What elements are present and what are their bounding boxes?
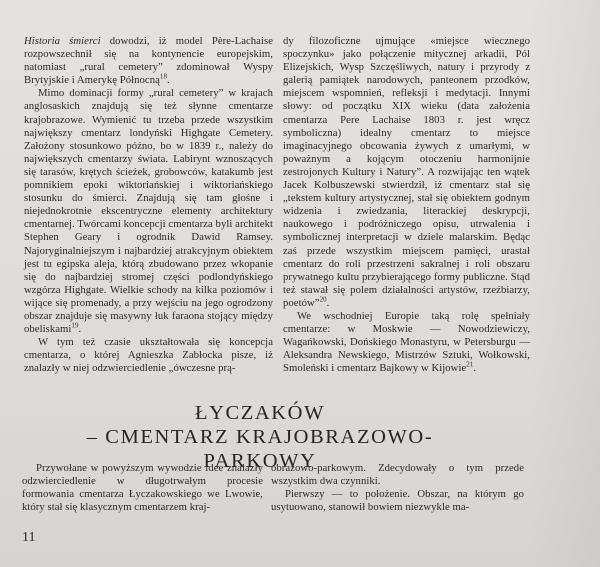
text-run: . [473, 362, 477, 375]
text-run: . [326, 296, 330, 309]
paragraph: Przywołane w powyższym wywodzie idee znalazły odzwierciedlenie w długotrwałym procesie formowania cmentarza Łyczakowskiego we Lwowie, który stał się klasycznym cmentarzem kraj- [22, 462, 263, 514]
footnote-ref[interactable]: 20 [319, 295, 327, 304]
heading-line-1: ŁYCZAKÓW [194, 402, 326, 424]
bottom-left-column [22, 462, 263, 514]
paragraph: W tym też czasie ukształtowała się koncepcja cmentarza, o której Agnieszka Zabłocka pisze, iż znalazły w niej odzwierciedlenie „ówczesne prą- [24, 336, 273, 375]
paragraph [283, 310, 530, 375]
text-run: dy filozoficzne ujmujące «miejsce wiecznego spoczynku» jako połączenie mitycznej arkadii, Pól Elizejskich, Wysp Szczęśliwych, natury i przyrody z galerią pamiątek narodowych, panteonem przodków, miejscem wspomnień, refleksji i medytacji. Innymi słowy: od początku XIX wieku (data założenia cmentarza Pere Lachaise 1803 r. jest wręcz symboliczna) idealny cmentarz to miejsce imaginacyjnego obcowania żywych z umarłymi, w poważnym a kojącym otoczeniu harmonijnie zestrojonych Kultury i Natury”. A rozwijając ten wątek Jacek Kolbuszewski stwierdził, iż cmentarz stał się „tekstem kultury artystycznej, stał się obiektem godnym widzenia i zwiedzania, literackiej deskrypcji, naukowego i podróżniczego opisu, utrwalenia i symbolicznej interpretacji w dziele malarskim. Będąc zaś przede wszystkim miejscem pamięci, urastał cmentarz do roli przestrzeni sakralnej i roli obszaru prywatnego kultu przybierającego formy publiczne. Stąd też stawał się polem działalności artystów, rzeźbiarzy, poetów” [283, 35, 530, 309]
footnote-ref[interactable]: 18 [159, 72, 168, 81]
text-run: Mimo dominacji formy „rural cemetery” w krajach anglosaskich znajdują się też słynne cmentarze krajobrazowe. Wymienić tu trzeba przede wszystkim największy cmentarz londyński Highgate Cemetery. Założony stosunkowo późno, bo w 1839 r., należy do największych cmentarzy świata. Labirynt wznoszących się tarasów, krętych ścieżek, grobowców, katakumb jest pomnikiem epoki wiktoriańskiej i wiktoriańskiego stosunku do śmierci. Znajdują się tam głośne i niejednokrotnie ekscentryczne elementy architektury cmentarnej. Twórcami koncepcji cmentarza byli architekt Stephen Geary i ogrodnik Dawid Ramsey. Najoryginalniejszym i najbardziej atrakcyjnym obiektem jest tu egipska aleja, którą zbudowano przez wkopanie się do najbardziej stromej części podlondyńskiego wzgórza Highgate. Wielkie schody na kilka poziomów i wijące się promenady, a przy wejściu na jego ogrodzony obszar znajduje się masywny łuk faraona stojący między obeliskami [24, 87, 273, 336]
text-run: dowodzi, iż model Père-Lachaise rozpowszechnił się na kontynencie europejskim, natomiast „rural cemetery” zdominował Wyspy Brytyjskie i Amerykę Północną [24, 35, 273, 87]
bottom-right-column [271, 462, 524, 514]
heading-line-2: – CMENTARZ KRAJOBRAZOWO-PARKOWY [86, 426, 434, 472]
paragraph: obrazowo-parkowym. Zdecydowały o tym przede wszystkim dwa czynniki. [271, 462, 524, 488]
footnote-ref[interactable]: 19 [71, 321, 79, 330]
paragraph [24, 87, 273, 336]
page-shadow [530, 0, 600, 567]
page-number: 11 [22, 530, 36, 545]
paragraph [24, 35, 273, 87]
footnote-ref[interactable]: 21 [466, 360, 474, 369]
paragraph [283, 35, 530, 310]
right-column [283, 35, 530, 375]
left-column [24, 35, 273, 375]
text-run: . [167, 74, 170, 87]
paragraph: Pierwszy — to położenie. Obszar, na którym go usytuowano, stanowił bowiem niezwykle ma- [271, 488, 524, 514]
text-run: We wschodniej Europie taką rolę spełniały cmentarze: w Moskwie — Nowodziewiczy, Wagańkowski, Dońskiego Monastyru, w Petersburgu — Aleksandra Newskiego, Mistrzów Sztuki, Wołkowski, Smoleński i cmentarz Bajkowy w Kijowie [283, 309, 530, 375]
text-run: . [78, 323, 82, 336]
italic-title: Historia śmierci [24, 35, 101, 47]
